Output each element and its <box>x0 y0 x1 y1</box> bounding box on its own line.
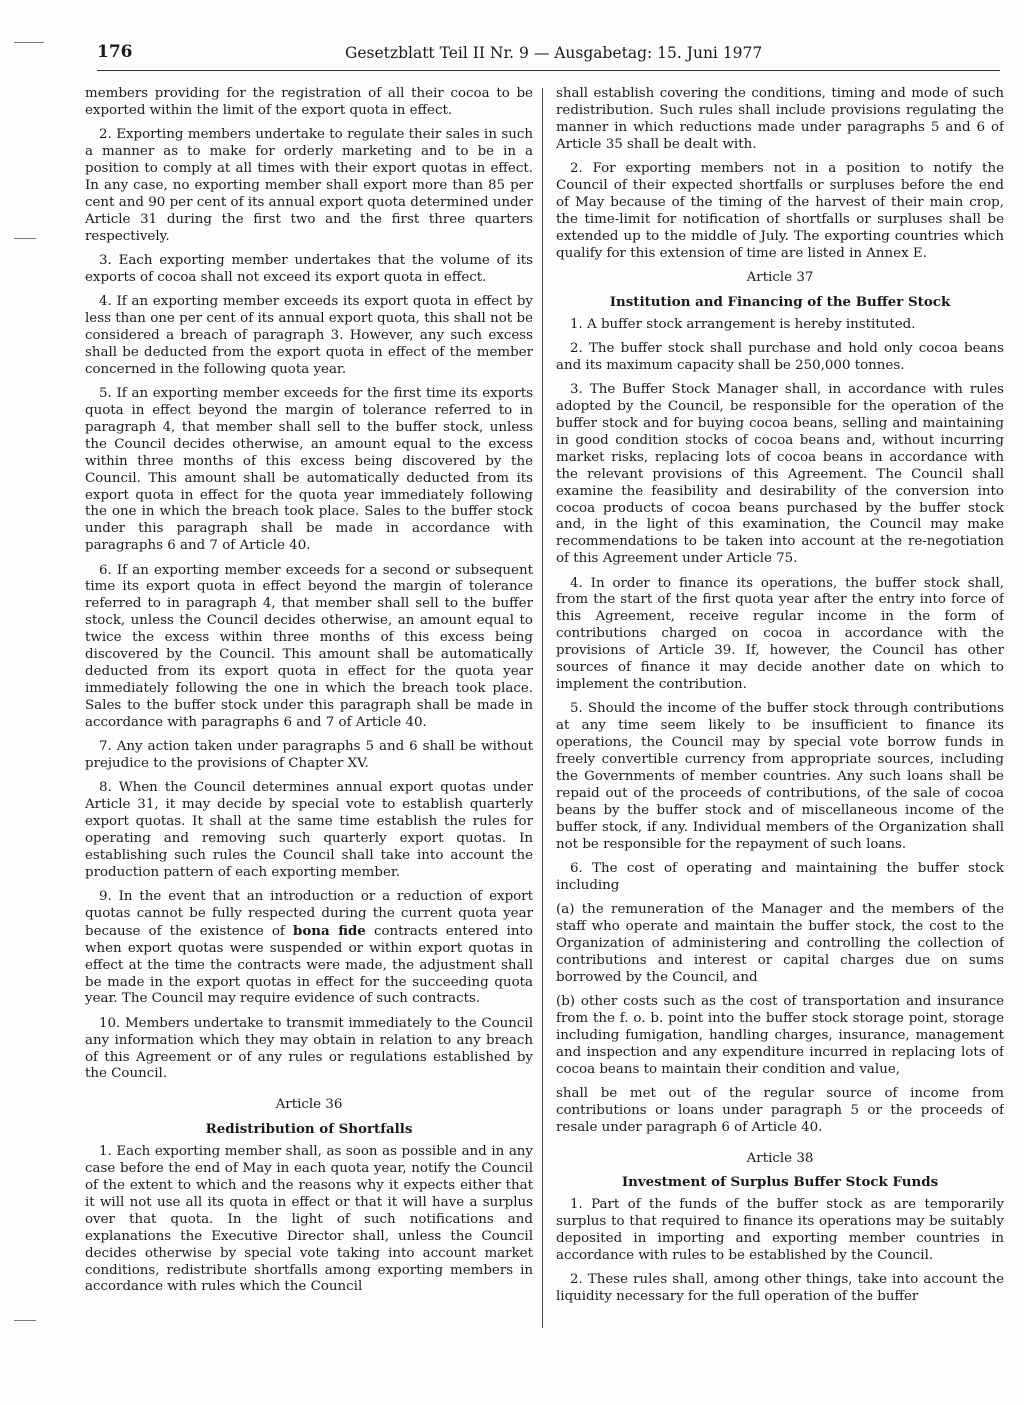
left-column <box>85 86 533 1386</box>
paragraph: 6. The cost of operating and maintaining the buffer stock including <box>556 860 1004 893</box>
paragraph: shall establish covering the conditions, timing and mode of such redistribution. Such rules shall include provisions regulating the manner in which reductions made under paragraphs 5 and 6 of Article 35 shall be dealt with. <box>556 86 1004 152</box>
article-title: Investment of Surplus Buffer Stock Funds <box>621 1174 939 1191</box>
running-title: Gesetzblatt Teil II Nr. 9 — Ausgabetag: 15. Juni 1977 <box>345 44 763 62</box>
paragraph <box>85 889 533 1008</box>
article-number: Article 36 <box>275 1097 343 1113</box>
paragraph: 4. If an exporting member exceeds its export quota in effect by less than one per cent of its annual export quota, this shall not be considered a breach of paragraph 3. However, any such excess shall be deducted from the export quota in effect of the member concerned in the following quota year. <box>85 294 533 377</box>
page-number: 176 <box>97 42 133 62</box>
paragraph: 2. These rules shall, among other things, take into account the liquidity necessary for the full operation of the buffer <box>556 1272 1004 1305</box>
article-title: Institution and Financing of the Buffer Stock <box>609 293 951 310</box>
paragraph: 2. Exporting members undertake to regulate their sales in such a manner as to make for orderly marketing and to be in a position to comply at all times with their export quotas in effect. In any case, no exporting member shall export more than 85 per cent and 90 per cent of its annual export quota determined under Article 31 during the first two and the first three quarters respectively. <box>85 127 533 244</box>
paragraph: 10. Members undertake to transmit immediately to the Council any information which they may obtain in relation to any breach of this Agreement or of any rules or regulations established by the Council. <box>85 1015 533 1082</box>
list-item: (b) other costs such as the cost of transportation and insurance from the f. o. b. point into the buffer stock storage point, storage including fumigation, handling charges, insurance, management and inspection and any expenditure incurred in replacing lots of cocoa beans to maintain their condition and value, <box>556 993 1004 1077</box>
paragraph: 3. The Buffer Stock Manager shall, in accordance with rules adopted by the Council, be responsible for the operation of the buffer stock and for buying cocoa beans, selling and maintaining in good condition stocks of cocoa beans and, without incurring market risks, replacing lots of cocoa beans in accordance with the relevant provisions of this Agreement. The Council shall examine the feasibility and desirability of the conversion into cocoa products of cocoa beans purchased by the buffer stock and, in the light of this examination, the Council may make recommendations to be taken into account at the re-negotiation of this Agreement under Article 75. <box>556 382 1004 567</box>
paragraph: 3. Each exporting member undertakes that the volume of its exports of cocoa shall not exceed its export quota in effect. <box>85 252 533 285</box>
column-divider <box>542 88 543 1328</box>
paragraph: 1. Each exporting member shall, as soon as possible and in any case before the end of May in each quota year, notify the Council of the extent to which and the reasons why it expects either that it will not use all its quota in effect or that it will have a surplus over that quota. In the light of such notifications and explanations the Executive Director shall, unless the Council decides otherwise by special vote taking into account market conditions, redistribute shortfalls among exporting members in accordance with rules which the Council <box>85 1144 533 1295</box>
paragraph: 5. Should the income of the buffer stock through contributions at any time seem likely to be insufficient to finance its operations, the Council may by special vote borrow funds in freely convertible currency from appropriate sources, including the Governments of member countries. Any such loans shall be repaid out of the proceeds of contributions, of the sale of cocoa beans by the buffer stock and of miscellaneous income of the buffer stock, if any. Individual members of the Organization shall not be responsible for the repayment of such loans. <box>556 701 1004 852</box>
margin-mark <box>14 1320 36 1321</box>
paragraph: shall be met out of the regular source of income from contributions or loans under paragraph 5 or the proceeds of resale under paragraph 6 of Article 40. <box>556 1085 1004 1135</box>
paragraph: 8. When the Council determines annual export quotas under Article 31, it may decide by special vote to establish quarterly export quotas. It shall at the same time establish the rules for operating and removing such quarterly export quotas. In establishing such rules the Council shall take into account the production pattern of each exporting member. <box>85 780 533 880</box>
paragraph: 2. For exporting members not in a position to notify the Council of their expected shortfalls or surpluses before the end of May because of the timing of the harvest of their main crop, the time-limit for notification of shortfalls or surpluses shall be extended up to the middle of July. The exporting countries which qualify for this extension of time are listed in Annex E. <box>556 161 1004 261</box>
paragraph: 5. If an exporting member exceeds for the first time its exports quota in effect beyond the margin of tolerance referred to in paragraph 4, that member shall sell to the buffer stock, unless the Council decides otherwise, an amount equal to the excess within three months of this excess being discovered by the Council. This amount shall be automatically deducted from its export quota in effect for the quota year immediately following the one in which the breach took place. Sales to the buffer stock under this paragraph shall be made in accordance with paragraphs 6 and 7 of Article 40. <box>85 386 533 554</box>
paragraph: 6. If an exporting member exceeds for a second or subsequent time its export quota in effect beyond the margin of tolerance referred to in paragraph 4, that member shall sell to the buffer stock, unless the Council decides otherwise, an amount equal to twice the excess within three months of this excess being discovered by the Council. This amount shall be automatically deducted from its export quota in effect for the quota year immediately following the one in which the breach took place. Sales to the buffer stock under this paragraph shall be made in accordance with paragraphs 6 and 7 of Article 40. <box>85 562 533 730</box>
paragraph: 2. The buffer stock shall purchase and hold only cocoa beans and its maximum capacity shall be 250,000 tonnes. <box>556 340 1004 373</box>
margin-mark <box>14 42 44 43</box>
article-title: Redistribution of Shortfalls <box>205 1121 413 1138</box>
list-item: (a) the remuneration of the Manager and the members of the staff who operate and maintain the buffer stock, the cost to the Organization of administering and controlling the collection of contributions and interest or capital charges due on sums borrowed by the Council, and <box>556 902 1004 985</box>
right-column <box>556 86 1004 1386</box>
margin-mark <box>14 238 36 239</box>
paragraph: 1. A buffer stock arrangement is hereby instituted. <box>570 316 916 332</box>
paragraph: 1. Part of the funds of the buffer stock as are temporarily surplus to that required to finance its operations may be suitably deposited in importing and exporting member countries in accordance with rules to be established by the Council. <box>556 1197 1004 1264</box>
paragraph: 4. In order to finance its operations, the buffer stock shall, from the start of the first quota year after the entry into force of this Agreement, receive regular income in the form of contributions charged on cocoa in accordance with the provisions of Article 39. If, however, the Council has other sources of finance it may decide another date on which to implement the contribution. <box>556 575 1004 692</box>
paragraph: 7. Any action taken under paragraphs 5 and 6 shall be without prejudice to the provisions of Chapter XV. <box>85 738 533 771</box>
bold-term: bona fide <box>292 922 366 939</box>
page-header <box>97 40 1000 71</box>
paragraph: members providing for the registration of all their cocoa to be exported within the limit of the export quota in effect. <box>85 86 533 118</box>
article-number: Article 38 <box>746 1150 814 1166</box>
paragraph-text: 9. In the event that an introduction or a reduction of export quotas cannot be fully respected during the current quota year because of the existence of <box>85 889 533 939</box>
paragraph-text: contracts entered into when export quotas were suspended or within export quotas in effect at the time the contracts were made, the adjustment shall be made in the export quotas in effect for the succeeding quota year. The Council may require evidence of such contracts. <box>85 923 533 1007</box>
article-number: Article 37 <box>746 269 814 285</box>
